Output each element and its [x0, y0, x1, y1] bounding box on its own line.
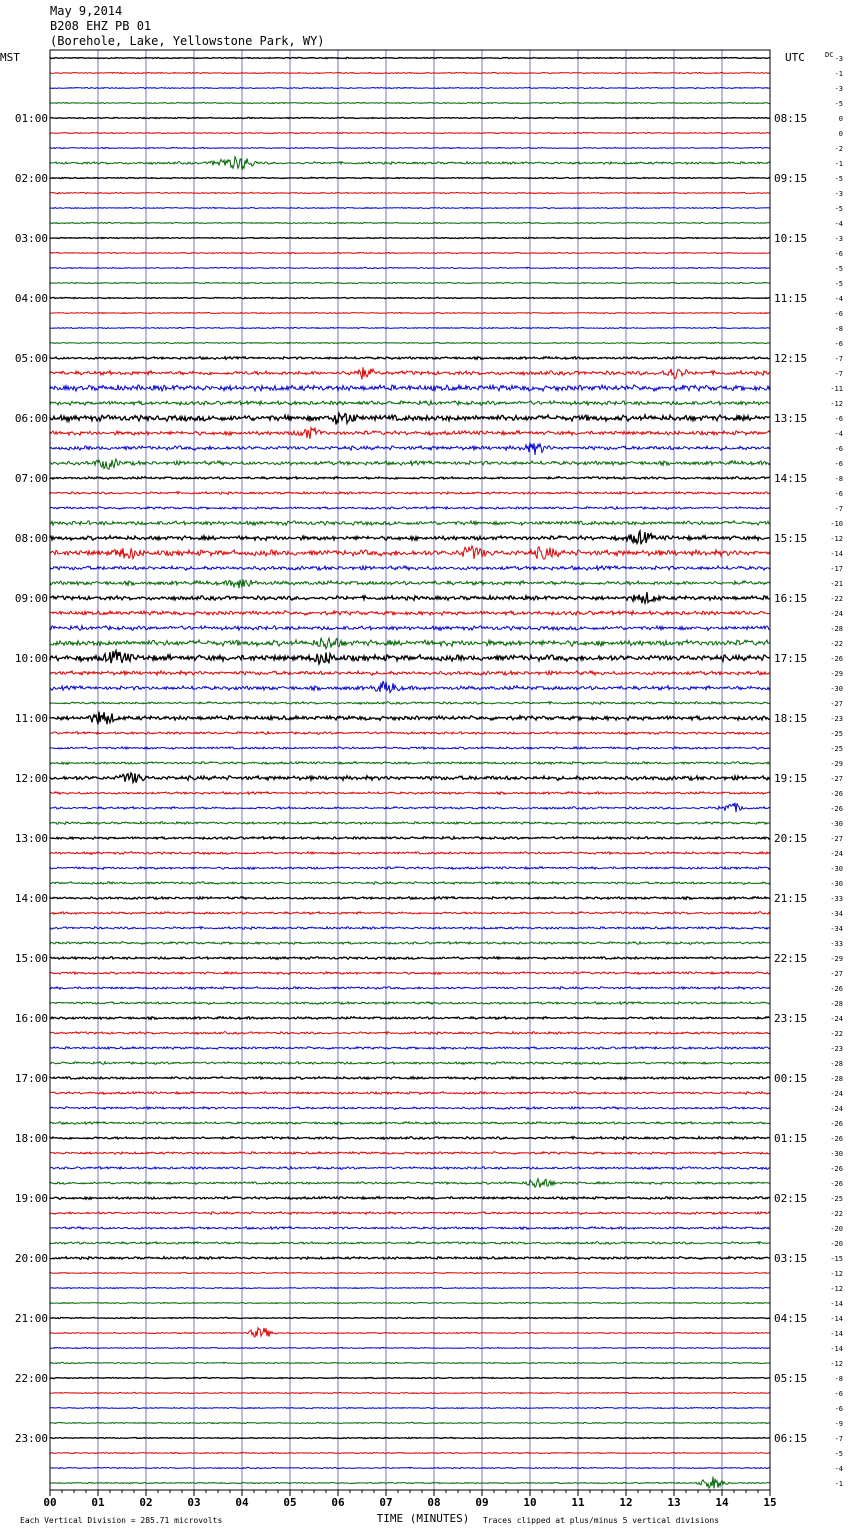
dc-offset-label: -14 — [830, 1315, 843, 1323]
dc-offset-label: -1 — [834, 70, 843, 78]
utc-hour-label: 17:15 — [774, 652, 808, 665]
dc-offset-label: -7 — [834, 1435, 843, 1443]
x-tick-label: 06 — [331, 1496, 345, 1509]
utc-hour-label: 18:15 — [774, 712, 808, 725]
seismic-trace — [50, 702, 770, 705]
x-tick-label: 11 — [571, 1496, 585, 1509]
seismic-trace — [50, 762, 770, 765]
dc-offset-label: -25 — [830, 730, 843, 738]
seismic-trace — [50, 531, 770, 544]
seismic-trace — [50, 385, 770, 391]
seismic-trace — [50, 357, 770, 360]
x-tick-label: 02 — [139, 1496, 153, 1509]
seismic-trace — [50, 852, 770, 855]
dc-offset-label: -6 — [834, 340, 843, 348]
station-code: B208 EHZ PB 01 — [50, 19, 152, 33]
seismic-trace — [50, 927, 770, 930]
seismic-trace — [50, 57, 770, 58]
dc-offset-label: -4 — [834, 220, 843, 228]
dc-offset-label: -5 — [834, 265, 843, 273]
dc-offset-label: -23 — [830, 1045, 843, 1053]
dc-offset-label: -5 — [834, 280, 843, 288]
utc-hour-label: 04:15 — [774, 1312, 808, 1325]
seismic-trace — [50, 267, 770, 268]
seismic-trace — [50, 147, 770, 148]
trace-group — [50, 57, 770, 1488]
utc-hour-label: 22:15 — [774, 952, 808, 965]
seismic-trace — [50, 972, 770, 975]
seismic-trace — [50, 651, 770, 664]
mst-hour-label: 16:00 — [14, 1012, 48, 1025]
dc-offset-label: -33 — [830, 940, 843, 948]
dc-offset-label: -28 — [830, 1000, 843, 1008]
mst-hour-label: 10:00 — [14, 652, 48, 665]
x-tick-label: 09 — [475, 1496, 489, 1509]
dc-offset-label: -6 — [834, 250, 843, 258]
dc-offset-label: -5 — [834, 205, 843, 213]
dc-offset-label: -27 — [830, 970, 843, 978]
dc-offset-label: -24 — [830, 1090, 843, 1098]
mst-hour-label: 22:00 — [14, 1372, 48, 1385]
scale-footnote: Each Vertical Division = 285.71 microvolts — [20, 1516, 223, 1525]
seismic-trace — [50, 1107, 770, 1110]
seismic-trace — [50, 1227, 770, 1230]
dc-offset-label: -8 — [834, 325, 843, 333]
mst-zone-label: MST — [0, 51, 20, 64]
dc-offset-label: -8 — [834, 475, 843, 483]
seismic-trace — [50, 492, 770, 495]
seismic-trace — [50, 252, 770, 253]
x-tick-label: 14 — [715, 1496, 729, 1509]
seismic-trace — [50, 414, 770, 425]
seismic-trace — [50, 566, 770, 570]
dc-offset-label: -15 — [830, 1255, 843, 1263]
seismic-trace — [50, 102, 770, 103]
dc-offset-label: -24 — [830, 610, 843, 618]
dc-offset-label: -22 — [830, 595, 843, 603]
dc-offset-label: -4 — [834, 430, 843, 438]
dc-offset-label: -9 — [834, 1420, 843, 1428]
utc-hour-label: 03:15 — [774, 1252, 808, 1265]
dc-header-label: DC — [825, 51, 834, 59]
utc-hour-label: 00:15 — [774, 1072, 808, 1085]
mst-hour-label: 01:00 — [14, 112, 48, 125]
dc-offset-label: -22 — [830, 640, 843, 648]
dc-offset-label: -14 — [830, 1300, 843, 1308]
seismic-trace — [50, 1167, 770, 1170]
seismic-trace — [50, 192, 770, 193]
seismic-trace — [50, 1377, 770, 1378]
mst-hour-label: 23:00 — [14, 1432, 48, 1445]
mst-hour-label: 15:00 — [14, 952, 48, 965]
seismic-trace — [50, 912, 770, 915]
dc-offset-label: -26 — [830, 790, 843, 798]
mst-hour-label: 20:00 — [14, 1252, 48, 1265]
seismic-trace — [50, 592, 770, 603]
x-axis-title: TIME (MINUTES) — [376, 1512, 470, 1525]
dc-offset-label: -5 — [834, 175, 843, 183]
seismic-trace — [50, 897, 770, 900]
x-tick-label: 03 — [187, 1496, 201, 1509]
seismic-trace — [50, 132, 770, 133]
dc-offset-label: -26 — [830, 1165, 843, 1173]
seismic-trace — [50, 157, 770, 170]
clip-footnote: Traces clipped at plus/minus 5 vertical divisions — [483, 1516, 720, 1525]
dc-offset-label: -27 — [830, 700, 843, 708]
utc-hour-label: 20:15 — [774, 832, 808, 845]
dc-offset-label: -27 — [830, 775, 843, 783]
utc-hour-label: 15:15 — [774, 532, 808, 545]
dc-offset-label: -20 — [830, 1225, 843, 1233]
mst-hour-label: 21:00 — [14, 1312, 48, 1325]
dc-offset-label: -26 — [830, 655, 843, 663]
mst-hour-label: 07:00 — [14, 472, 48, 485]
utc-hour-label: 02:15 — [774, 1192, 808, 1205]
dc-offset-label: 0 — [838, 115, 843, 123]
x-tick-label: 01 — [91, 1496, 105, 1509]
dc-offset-label: -12 — [830, 1360, 843, 1368]
dc-offset-label: -5 — [834, 1450, 843, 1458]
dc-offset-label: -6 — [834, 460, 843, 468]
seismic-trace — [50, 942, 770, 945]
seismic-trace — [50, 1467, 770, 1468]
mst-hour-label: 06:00 — [14, 412, 48, 425]
seismic-trace — [50, 792, 770, 795]
seismic-trace — [50, 1152, 770, 1155]
seismic-trace — [50, 1047, 770, 1050]
dc-offset-label: -22 — [830, 1030, 843, 1038]
seismic-trace — [50, 638, 770, 649]
seismic-trace — [50, 443, 770, 455]
seismic-trace — [50, 1032, 770, 1035]
seismic-trace — [50, 626, 770, 631]
x-tick-label: 04 — [235, 1496, 249, 1509]
seismic-trace — [50, 1347, 770, 1348]
plot-date: May 9,2014 — [50, 4, 123, 18]
seismic-trace — [50, 1287, 770, 1288]
dc-offset-label: -12 — [830, 1285, 843, 1293]
seismic-trace — [50, 1179, 770, 1188]
dc-offset-label: -3 — [834, 190, 843, 198]
dc-offset-label: -5 — [834, 100, 843, 108]
dc-offset-label: -4 — [834, 295, 843, 303]
seismic-trace — [50, 1092, 770, 1095]
mst-hour-label: 12:00 — [14, 772, 48, 785]
dc-offset-label: -7 — [834, 370, 843, 378]
mst-hour-label: 02:00 — [14, 172, 48, 185]
seismic-trace — [50, 428, 770, 439]
dc-offset-label: -24 — [830, 1105, 843, 1113]
utc-hour-label: 19:15 — [774, 772, 808, 785]
seismic-trace — [50, 342, 770, 343]
utc-hour-label: 10:15 — [774, 232, 808, 245]
dc-offset-label: -12 — [830, 400, 843, 408]
dc-offset-label: -11 — [830, 385, 843, 393]
dc-offset-label: -3 — [834, 55, 843, 63]
utc-zone-label: UTC — [785, 51, 805, 64]
dc-offset-label: -29 — [830, 955, 843, 963]
seismic-trace — [50, 1122, 770, 1125]
seismic-trace — [50, 1062, 770, 1065]
dc-offset-label: -7 — [834, 355, 843, 363]
mst-hour-label: 09:00 — [14, 592, 48, 605]
seismic-trace — [50, 1302, 770, 1303]
dc-offset-label: -26 — [830, 1135, 843, 1143]
seismic-trace — [50, 459, 770, 469]
x-tick-label: 07 — [379, 1496, 393, 1509]
utc-hour-label: 23:15 — [774, 1012, 808, 1025]
seismic-trace — [50, 1002, 770, 1005]
dc-offset-label: -3 — [834, 235, 843, 243]
seismic-trace — [50, 177, 770, 178]
seismic-trace — [50, 1437, 770, 1438]
dc-offset-label: -14 — [830, 1330, 843, 1338]
dc-offset-label: -6 — [834, 490, 843, 498]
utc-hour-label: 13:15 — [774, 412, 808, 425]
dc-offset-label: -6 — [834, 445, 843, 453]
seismic-trace — [50, 747, 770, 750]
dc-offset-label: -6 — [834, 415, 843, 423]
dc-offset-label: -25 — [830, 745, 843, 753]
dc-offset-label: -28 — [830, 1060, 843, 1068]
seismic-trace — [50, 1212, 770, 1215]
utc-hour-label: 01:15 — [774, 1132, 808, 1145]
mst-hour-label: 04:00 — [14, 292, 48, 305]
dc-offset-label: -27 — [830, 835, 843, 843]
seismic-trace — [50, 297, 770, 298]
utc-hour-label: 21:15 — [774, 892, 808, 905]
seismic-trace — [50, 712, 770, 725]
dc-offset-label: -10 — [830, 520, 843, 528]
seismic-trace — [50, 401, 770, 406]
dc-offset-label: -20 — [830, 1240, 843, 1248]
seismic-trace — [50, 1137, 770, 1140]
x-tick-label: 10 — [523, 1496, 537, 1509]
dc-offset-label: -26 — [830, 985, 843, 993]
mst-hour-label: 17:00 — [14, 1072, 48, 1085]
seismic-trace — [50, 207, 770, 208]
seismic-trace — [50, 237, 770, 238]
seismic-trace — [50, 882, 770, 885]
x-tick-label: 05 — [283, 1496, 297, 1509]
seismic-trace — [50, 671, 770, 676]
seismic-trace — [50, 1407, 770, 1408]
seismic-trace — [50, 87, 770, 88]
dc-offset-label: -29 — [830, 670, 843, 678]
x-tick-label: 00 — [43, 1496, 57, 1509]
seismic-trace — [50, 1077, 770, 1080]
dc-offset-label: -2 — [834, 145, 843, 153]
seismic-trace — [50, 507, 770, 510]
mst-hour-label: 14:00 — [14, 892, 48, 905]
seismic-trace — [50, 367, 770, 379]
dc-offset-label: -26 — [830, 1120, 843, 1128]
seismic-trace — [50, 521, 770, 525]
seismic-trace — [50, 1317, 770, 1318]
seismic-trace — [50, 987, 770, 990]
seismic-trace — [50, 312, 770, 313]
seismic-trace — [50, 1477, 770, 1489]
seismic-trace — [50, 579, 770, 588]
seismic-trace — [50, 327, 770, 328]
dc-offset-label: -8 — [834, 1375, 843, 1383]
utc-hour-label: 05:15 — [774, 1372, 808, 1385]
dc-offset-label: -33 — [830, 895, 843, 903]
dc-offset-label: -30 — [830, 865, 843, 873]
seismic-trace — [50, 773, 770, 783]
mst-hour-label: 13:00 — [14, 832, 48, 845]
dc-offset-label: -26 — [830, 805, 843, 813]
dc-offset-label: -34 — [830, 925, 843, 933]
seismic-trace — [50, 837, 770, 840]
x-tick-label: 08 — [427, 1496, 441, 1509]
dc-offset-label: -1 — [834, 160, 843, 168]
dc-offset-label: -23 — [830, 715, 843, 723]
seismic-trace — [50, 867, 770, 870]
seismic-trace — [50, 1328, 770, 1337]
dc-offset-label: -17 — [830, 565, 843, 573]
utc-hour-label: 12:15 — [774, 352, 808, 365]
mst-hour-label: 11:00 — [14, 712, 48, 725]
dc-offset-label: -6 — [834, 1405, 843, 1413]
dc-offset-label: -1 — [834, 1480, 843, 1488]
utc-hour-label: 11:15 — [774, 292, 808, 305]
mst-hour-label: 19:00 — [14, 1192, 48, 1205]
utc-hour-label: 06:15 — [774, 1432, 808, 1445]
station-location: (Borehole, Lake, Yellowstone Park, WY) — [50, 34, 325, 48]
seismic-trace — [50, 1257, 770, 1260]
seismic-trace — [50, 1362, 770, 1363]
dc-offset-label: -30 — [830, 820, 843, 828]
dc-offset-label: -7 — [834, 505, 843, 513]
seismic-trace — [50, 957, 770, 960]
seismic-trace — [50, 681, 770, 693]
dc-offset-label: -12 — [830, 535, 843, 543]
x-tick-label: 13 — [667, 1496, 681, 1509]
mst-hour-label: 08:00 — [14, 532, 48, 545]
dc-offset-label: -34 — [830, 910, 843, 918]
dc-offset-label: -26 — [830, 1180, 843, 1188]
seismic-trace — [50, 803, 770, 812]
dc-offset-label: -30 — [830, 1150, 843, 1158]
seismic-trace — [50, 1242, 770, 1245]
seismic-trace — [50, 282, 770, 283]
seismic-trace — [50, 1197, 770, 1200]
plot-frame — [50, 50, 770, 1490]
dc-offset-label: -30 — [830, 685, 843, 693]
x-tick-label: 12 — [619, 1496, 633, 1509]
x-tick-label: 15 — [763, 1496, 777, 1509]
utc-hour-label: 16:15 — [774, 592, 808, 605]
dc-offset-label: 0 — [838, 130, 843, 138]
dc-offset-label: -12 — [830, 1270, 843, 1278]
dc-offset-label: -24 — [830, 850, 843, 858]
dc-offset-label: -21 — [830, 580, 843, 588]
seismic-trace — [50, 1452, 770, 1453]
dc-offset-label: -3 — [834, 85, 843, 93]
dc-offset-label: -24 — [830, 1015, 843, 1023]
dc-offset-label: -6 — [834, 310, 843, 318]
seismic-trace — [50, 611, 770, 615]
dc-offset-label: -4 — [834, 1465, 843, 1473]
dc-offset-label: -22 — [830, 1210, 843, 1218]
dc-offset-label: -25 — [830, 1195, 843, 1203]
seismic-trace — [50, 477, 770, 480]
mst-hour-label: 05:00 — [14, 352, 48, 365]
dc-offset-label: -29 — [830, 760, 843, 768]
seismic-trace — [50, 1017, 770, 1020]
seismic-trace — [50, 1272, 770, 1273]
dc-offset-label: -28 — [830, 625, 843, 633]
seismic-trace — [50, 822, 770, 825]
seismic-trace — [50, 1392, 770, 1393]
seismic-trace — [50, 117, 770, 118]
utc-hour-label: 08:15 — [774, 112, 808, 125]
seismic-trace — [50, 72, 770, 73]
dc-offset-label: -30 — [830, 880, 843, 888]
mst-hour-label: 03:00 — [14, 232, 48, 245]
utc-hour-label: 09:15 — [774, 172, 808, 185]
minute-gridlines — [98, 50, 722, 1490]
seismic-trace — [50, 1422, 770, 1423]
dc-offset-label: -28 — [830, 1075, 843, 1083]
dc-offset-label: -14 — [830, 1345, 843, 1353]
dc-offset-label: -14 — [830, 550, 843, 558]
mst-hour-label: 18:00 — [14, 1132, 48, 1145]
dc-offset-label: -6 — [834, 1390, 843, 1398]
seismic-trace — [50, 732, 770, 735]
utc-hour-label: 14:15 — [774, 472, 808, 485]
seismic-trace — [50, 546, 770, 559]
seismic-trace — [50, 222, 770, 223]
